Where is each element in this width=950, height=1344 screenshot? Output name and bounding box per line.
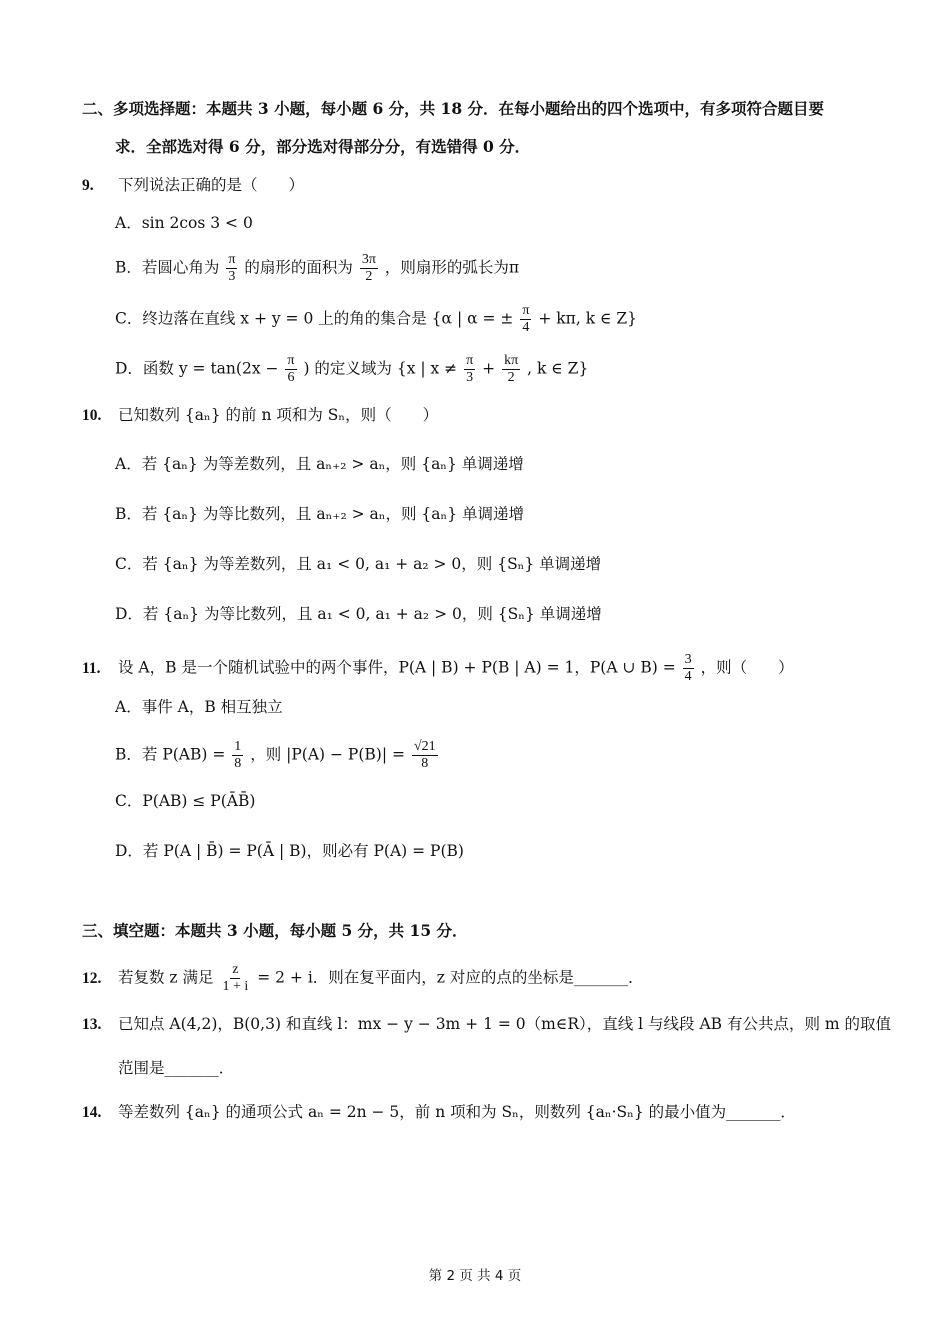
section3-title: 三、填空题：本题共 3 小题，每小题 5 分，共 15 分． <box>82 921 468 940</box>
question-number: 13. <box>82 1016 102 1033</box>
denominator: 8 <box>421 756 429 771</box>
q9-option-d: D．函数 y = tan(2x − $\frac{\pi}{6}$ ) 的定义域为 {x | x ≠ $\frac{\pi}{3}$ + $\frac{k\pi}{2}$ , k ∈ Z} <box>115 353 589 385</box>
denominator: 2 <box>507 370 515 385</box>
numerator: π <box>466 353 474 368</box>
numerator: √21 <box>413 739 436 754</box>
option-text: 的扇形的面积为 <box>244 258 353 277</box>
question-stem: 若复数 z 满足 <box>118 968 214 987</box>
fraction <box>232 739 243 772</box>
numerator: 3π <box>361 252 376 267</box>
q9-option-c <box>115 303 637 336</box>
option-text: C．终边落在直线 x + y = 0 上的角的集合是 {α | α = ± <box>115 309 514 328</box>
fraction <box>226 252 237 285</box>
question-number: 10. <box>82 407 102 424</box>
option-text: B．若圆心角为 <box>115 258 220 277</box>
fraction <box>502 353 520 386</box>
question-stem: 下列说法正确的是（ ） <box>118 176 305 194</box>
numerator: 1 <box>234 739 242 754</box>
fraction <box>285 353 296 386</box>
question-13 <box>82 1013 891 1036</box>
question-10 <box>82 404 438 427</box>
numerator: kπ <box>504 353 519 368</box>
question-number: 14. <box>82 1104 102 1121</box>
section2-title-line2: 求．全部选对得 6 分，部分选对得部分分，有选错得 0 分． <box>115 137 531 156</box>
question-stem: 等差数列 {aₙ} 的通项公式 aₙ = 2n − 5，前 n 项和为 Sₙ，则数列 {aₙ·Sₙ} 的最小值为_______． <box>118 1103 796 1121</box>
numerator: π <box>522 303 530 318</box>
q11-option-b <box>115 739 440 772</box>
option-text: + kπ, k ∈ Z} <box>538 309 638 328</box>
question-12 <box>82 962 644 995</box>
question-number: 9. <box>82 177 94 194</box>
fraction <box>464 353 475 386</box>
question-number: 11. <box>82 659 101 677</box>
question-stem: 已知数列 {aₙ} 的前 n 项和为 Sₙ，则（ ） <box>118 406 439 424</box>
fraction <box>360 252 378 285</box>
fraction <box>412 739 438 772</box>
section2-title-line1: 二、多项选择题：本题共 3 小题，每小题 6 分，共 18 分．在每小题给出的四个选项中，有多项符合题目要 <box>82 99 825 118</box>
option-text: ) 的定义域为 {x | x ≠ <box>303 359 458 378</box>
numerator: z <box>232 962 239 977</box>
question-stem: 设 A，B 是一个随机试验中的两个事件，P(A | B) + P(B | A) = 1，P(A ∪ B) = <box>118 658 676 677</box>
question-14 <box>82 1101 796 1124</box>
fraction <box>520 303 531 336</box>
denominator: 6 <box>287 370 295 385</box>
denominator: 2 <box>365 269 373 284</box>
option-text: B．若 P(AB) = <box>115 745 226 764</box>
question-stem: ，则（ ） <box>700 658 794 677</box>
question-stem: 已知点 A(4,2)，B(0,3) 和直线 l：mx − y − 3m + 1 = 0（m∈R），直线 l 与线段 AB 有公共点，则 m 的取值 <box>118 1015 892 1033</box>
q11-option-c: C．P(AB) ≤ P(ĀB̄) <box>115 792 256 810</box>
fraction <box>683 652 694 685</box>
denominator: 4 <box>684 669 692 684</box>
q10-option-c: C．若 {aₙ} 为等差数列，且 a₁ < 0, a₁ + a₂ > 0，则 {Sₙ} 单调递增 <box>115 555 602 573</box>
q10-option-a: A．若 {aₙ} 为等差数列，且 aₙ₊₂ > aₙ，则 {aₙ} 单调递增 <box>115 455 524 473</box>
option-text: , k ∈ Z} <box>527 359 589 378</box>
denominator: 3 <box>466 370 474 385</box>
q10-option-b: B．若 {aₙ} 为等比数列，且 aₙ₊₂ > aₙ，则 {aₙ} 单调递增 <box>115 505 524 523</box>
denominator: 1 + i <box>222 979 249 994</box>
q11-option-a: A．事件 A，B 相互独立 <box>115 698 283 716</box>
denominator: 8 <box>234 756 242 771</box>
denominator: 4 <box>522 320 530 335</box>
q9-option-a: A．sin 2cos 3 < 0 <box>115 214 253 232</box>
question-9 <box>82 174 304 197</box>
question-number: 12. <box>82 969 102 987</box>
numerator: 3 <box>684 652 692 667</box>
numerator: π <box>287 353 295 368</box>
numerator: π <box>228 252 236 267</box>
denominator: 3 <box>228 269 236 284</box>
question-11 <box>82 652 794 685</box>
option-text: D．函数 y = tan(2x − <box>115 359 279 378</box>
q11-option-d: D．若 P(A | B̄) = P(Ā | B)，则必有 P(A) = P(B) <box>115 842 464 860</box>
q9-option-b <box>115 252 519 285</box>
fraction <box>220 962 250 995</box>
question-stem: = 2 + i．则在复平面内，z 对应的点的坐标是_______． <box>257 968 644 987</box>
page-footer: 第 2 页 共 4 页 <box>428 1268 522 1284</box>
q10-option-d: D．若 {aₙ} 为等比数列，且 a₁ < 0, a₁ + a₂ > 0，则 {Sₙ} 单调递增 <box>115 605 602 623</box>
option-text: ，则 |P(A) − P(B)| = <box>250 745 405 764</box>
question-13-line2: 范围是_______． <box>118 1059 235 1077</box>
option-text: ，则扇形的弧长为π <box>384 258 520 277</box>
